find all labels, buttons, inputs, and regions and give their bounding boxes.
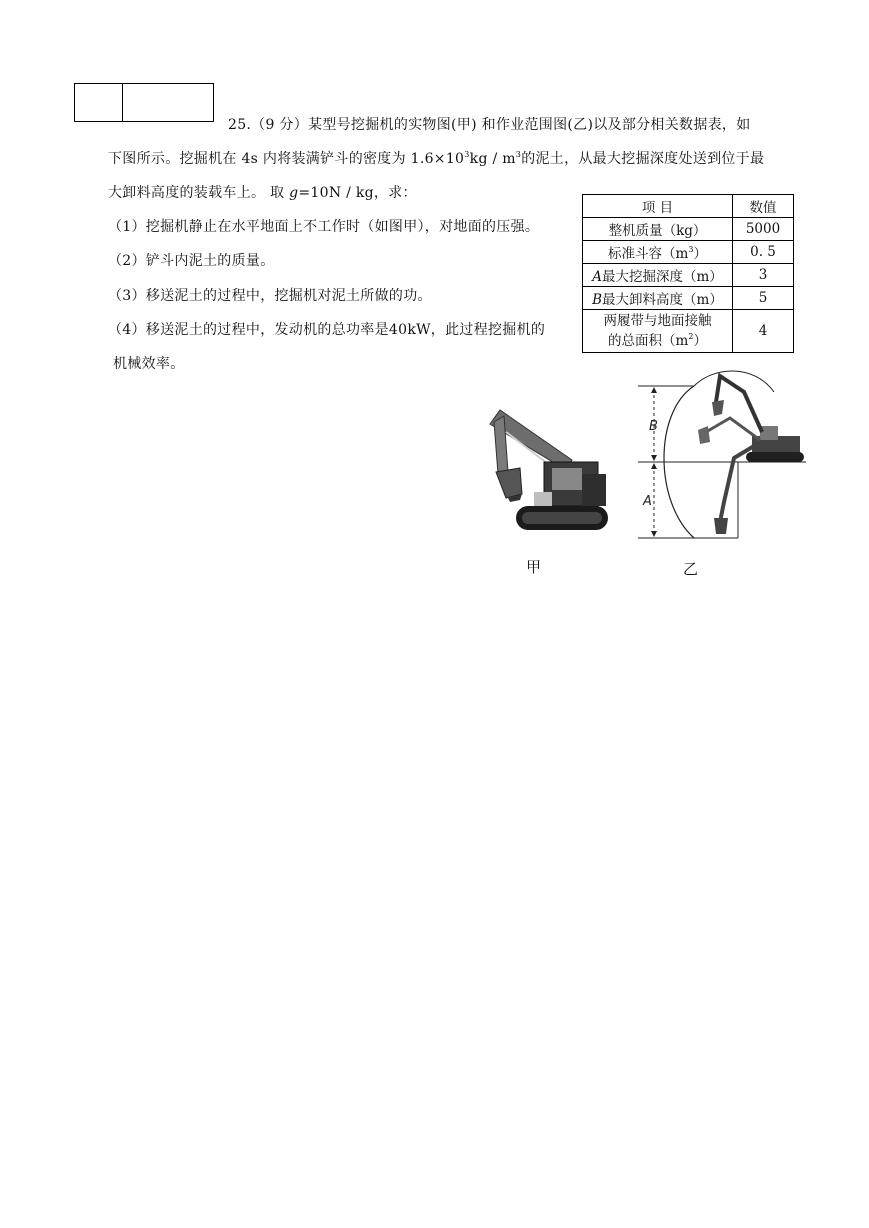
g-symbol: g bbox=[289, 185, 299, 201]
table-cell-item bbox=[583, 264, 733, 287]
table-cell-text: ） bbox=[693, 246, 707, 262]
table-cell-value: 5000 bbox=[733, 218, 794, 241]
sub-question-3: （3）移送泥土的过程中，挖掘机对泥土所做的功。 bbox=[108, 288, 432, 304]
question-line-2-a: 下图所示。挖掘机在 4s 内将装满铲斗的密度为 1.6×10 bbox=[108, 151, 465, 167]
table-cell-sup: 3 bbox=[688, 245, 694, 254]
table-cell-value: 5 bbox=[733, 287, 794, 310]
data-table bbox=[582, 194, 794, 353]
table-cell-symbol: A bbox=[592, 269, 602, 285]
table-header-value: 数值 bbox=[733, 195, 794, 218]
table-cell-text: 标准斗容（m bbox=[608, 246, 689, 262]
sub-question-4: （4）移送泥土的过程中，发动机的总功率是40kW，此过程挖掘机的 bbox=[108, 322, 546, 338]
question-line-3 bbox=[108, 182, 417, 202]
question-line-1: 25.（9 分）某型号挖掘机的实物图(甲) 和作业范围图(乙)以及部分相关数据表，如 bbox=[228, 117, 751, 133]
table-cell-item bbox=[583, 241, 733, 264]
table-cell-text: 最大卸料高度（m） bbox=[602, 292, 723, 308]
table-cell-symbol: B bbox=[592, 292, 603, 308]
table-cell-text: 的总面积（m bbox=[608, 333, 689, 349]
table-cell-sup: 2 bbox=[688, 332, 694, 341]
table-row bbox=[583, 287, 794, 310]
working-range-diagram bbox=[634, 362, 810, 542]
table-cell-text: 最大挖掘深度（m） bbox=[601, 269, 723, 285]
table-row bbox=[583, 218, 794, 241]
table-row bbox=[583, 264, 794, 287]
sup-unit-exp: 3 bbox=[515, 150, 522, 159]
table-cell-text: ） bbox=[693, 333, 707, 349]
sub-question-4-cont: 机械效率。 bbox=[113, 356, 185, 372]
excavator-photo-figure bbox=[486, 402, 614, 540]
table-cell-value: 4 bbox=[733, 310, 794, 353]
label-A: A bbox=[643, 494, 652, 509]
table-cell-text: 两履带与地面接触 bbox=[603, 313, 712, 329]
figure-caption-yi: 乙 bbox=[683, 560, 699, 578]
question-line-2-c: 的泥土，从最大挖掘深度处送到位于最 bbox=[521, 151, 765, 167]
sub-question-1: （1）挖掘机静止在水平地面上不工作时（如图甲），对地面的压强。 bbox=[108, 219, 540, 235]
question-line-2 bbox=[108, 148, 764, 168]
table-header-row bbox=[583, 195, 794, 218]
table-cell-value: 0. 5 bbox=[733, 241, 794, 264]
score-cell-1 bbox=[75, 84, 123, 121]
sub-question-2: （2）铲斗内泥土的质量。 bbox=[108, 253, 275, 269]
table-cell-item: 整机质量（kg） bbox=[583, 218, 733, 241]
question-line-3-a: 大卸料高度的装载车上。 取 bbox=[108, 185, 290, 201]
table-row bbox=[583, 241, 794, 264]
table-cell-value: 3 bbox=[733, 264, 794, 287]
figure-caption-jia: 甲 bbox=[526, 558, 542, 576]
table-header-item: 项 目 bbox=[583, 195, 733, 218]
table-row bbox=[583, 310, 794, 353]
sup-density-exp: 3 bbox=[464, 150, 470, 159]
score-box bbox=[74, 83, 214, 122]
label-B: B bbox=[649, 419, 658, 434]
table-cell-item bbox=[583, 287, 733, 310]
question-line-2-b: kg / m bbox=[469, 151, 516, 167]
table-cell-item bbox=[583, 310, 733, 353]
question-line-3-b: =10N / kg，求： bbox=[298, 185, 417, 201]
